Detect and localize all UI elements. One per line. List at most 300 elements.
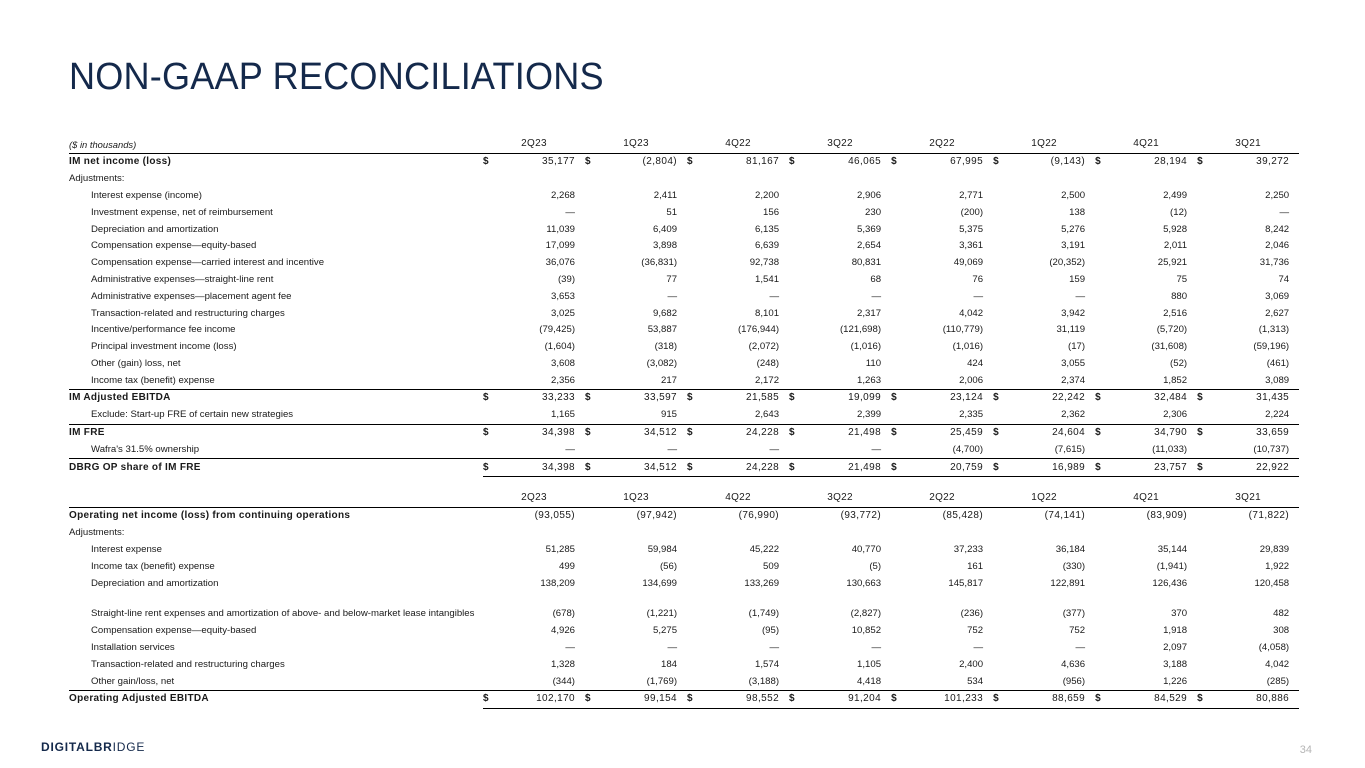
blank-cell <box>789 372 799 389</box>
value-cell: 134,699 <box>642 577 678 589</box>
blank-cell <box>789 271 799 288</box>
blank-cell <box>993 322 1003 339</box>
im-reconciliation-table <box>69 136 1299 477</box>
blank-cell <box>1095 255 1105 272</box>
blank-cell <box>789 288 799 305</box>
value-cell: 5,928 <box>1163 223 1188 235</box>
currency-symbol: $ <box>891 156 897 168</box>
value-cell: (10,737) <box>1253 443 1290 455</box>
value-cell: 156 <box>763 206 780 218</box>
blank-cell <box>585 507 595 524</box>
value-cell: (76,990) <box>738 510 780 522</box>
blank-cell <box>687 271 697 288</box>
value-cell: 880 <box>1171 290 1188 302</box>
value-cell: 161 <box>967 560 984 572</box>
currency-symbol: $ <box>993 459 1003 477</box>
blank-cell <box>687 656 697 673</box>
value-cell: 2,400 <box>959 658 984 670</box>
blank-cell <box>1095 187 1105 204</box>
currency-symbol: $ <box>1095 156 1101 168</box>
value-cell: (7,615) <box>1054 443 1086 455</box>
table-row <box>69 322 1299 339</box>
blank-cell <box>891 187 901 204</box>
blank-cell <box>789 204 799 221</box>
operating-reconciliation-table <box>69 490 1299 709</box>
value-cell: (2,827) <box>850 608 882 620</box>
value-cell: — <box>1075 290 1086 302</box>
period-header: 1Q23 <box>585 136 687 153</box>
blank-cell <box>483 656 493 673</box>
value-cell: 28,194 <box>1154 156 1188 168</box>
currency-symbol: $ <box>993 389 1003 406</box>
value-cell: 230 <box>865 206 882 218</box>
value-cell: 3,608 <box>551 357 576 369</box>
value-cell: 25,921 <box>1157 257 1188 269</box>
blank-cell <box>697 592 789 606</box>
value-cell: — <box>769 443 780 455</box>
row-label: Depreciation and amortization <box>91 223 219 235</box>
row-label: Interest expense <box>91 543 162 555</box>
value-cell: 17,099 <box>545 240 576 252</box>
blank-cell <box>687 372 697 389</box>
value-cell: 9,682 <box>653 307 678 319</box>
blank-cell <box>1197 271 1207 288</box>
value-cell: 2,356 <box>551 374 576 386</box>
value-cell: 5,369 <box>857 223 882 235</box>
blank-cell <box>993 305 1003 322</box>
blank-cell <box>585 204 595 221</box>
blank-cell <box>483 606 493 623</box>
blank-cell <box>891 288 901 305</box>
value-cell: (3,082) <box>646 357 678 369</box>
value-cell: 19,099 <box>799 389 891 406</box>
value-cell: 51,285 <box>545 543 576 555</box>
blank-cell <box>687 639 697 656</box>
fre-row <box>69 424 1299 441</box>
blank-cell <box>789 592 799 606</box>
value-cell: (4,700) <box>952 443 984 455</box>
blank-cell <box>789 171 799 188</box>
blank-cell <box>1003 592 1095 606</box>
blank-cell <box>799 525 891 542</box>
table-row <box>69 407 1299 424</box>
value-cell: 37,233 <box>953 543 984 555</box>
table-row <box>69 339 1299 356</box>
blank-cell <box>891 441 901 458</box>
value-cell: 102,170 <box>493 690 585 708</box>
value-cell: (59,196) <box>1253 341 1290 353</box>
blank-cell <box>1197 575 1207 592</box>
blank-cell <box>1095 355 1105 372</box>
blank-cell <box>1207 592 1299 606</box>
blank-cell <box>891 355 901 372</box>
blank-cell <box>585 639 595 656</box>
row-label: Incentive/performance fee income <box>91 324 236 336</box>
value-cell: (4,058) <box>1258 641 1290 653</box>
blank-cell <box>483 673 493 690</box>
value-cell: (36,831) <box>641 257 678 269</box>
currency-symbol: $ <box>1197 389 1207 406</box>
table-row <box>69 606 1299 623</box>
unit-label: ($ in thousands) <box>69 136 483 153</box>
value-cell: (11,033) <box>1152 443 1188 455</box>
blank-cell <box>993 441 1003 458</box>
value-cell: (17) <box>1068 341 1086 353</box>
blank-cell <box>483 639 493 656</box>
value-cell: (176,944) <box>737 324 780 336</box>
value-cell: 23,757 <box>1105 459 1197 477</box>
period-header: 1Q22 <box>993 490 1095 507</box>
blank-cell <box>687 171 697 188</box>
blank-cell <box>585 656 595 673</box>
blank-cell <box>1197 623 1207 640</box>
row-label: Installation services <box>91 641 175 653</box>
blank-cell <box>993 255 1003 272</box>
table-row <box>69 623 1299 640</box>
value-cell: 6,135 <box>755 223 780 235</box>
blank-cell <box>1095 221 1105 238</box>
blank-cell <box>1095 204 1105 221</box>
value-cell: 11,039 <box>546 223 576 235</box>
value-cell: 1,263 <box>857 374 882 386</box>
value-cell: 752 <box>1069 625 1086 637</box>
blank-cell <box>1095 673 1105 690</box>
currency-symbol: $ <box>993 690 1003 708</box>
blank-cell <box>483 221 493 238</box>
period-header: 1Q23 <box>585 490 687 507</box>
blank-cell <box>585 271 595 288</box>
value-cell: 4,926 <box>551 625 576 637</box>
currency-symbol: $ <box>585 690 595 708</box>
currency-symbol: $ <box>1197 459 1207 477</box>
period-header: 3Q21 <box>1197 490 1299 507</box>
value-cell: 98,552 <box>697 690 789 708</box>
blank-cell <box>493 592 585 606</box>
value-cell: 126,436 <box>1152 577 1188 589</box>
blank-cell <box>891 204 901 221</box>
value-cell: (1,221) <box>646 608 678 620</box>
blank-cell <box>1095 339 1105 356</box>
row-label: Administrative expenses—straight-line rent <box>91 273 274 285</box>
value-cell: 2,097 <box>1163 641 1188 653</box>
column-header-row <box>69 490 1299 507</box>
currency-symbol: $ <box>483 459 493 477</box>
value-cell: 33,659 <box>1207 424 1299 441</box>
blank-cell <box>585 322 595 339</box>
currency-symbol: $ <box>993 424 1003 441</box>
table-row <box>69 355 1299 372</box>
blank-cell <box>891 255 901 272</box>
blank-cell <box>891 372 901 389</box>
value-cell: 2,200 <box>755 189 780 201</box>
value-cell: (236) <box>960 608 984 620</box>
blank-cell <box>1197 673 1207 690</box>
table-row <box>69 238 1299 255</box>
blank-cell <box>891 606 901 623</box>
blank-cell <box>789 673 799 690</box>
page-number: 34 <box>1299 744 1312 756</box>
value-cell: (330) <box>1062 560 1086 572</box>
blank-cell <box>891 322 901 339</box>
value-cell: 22,922 <box>1207 459 1299 477</box>
value-cell: (83,909) <box>1146 510 1188 522</box>
row-label: Income tax (benefit) expense <box>91 374 215 386</box>
blank-cell <box>993 656 1003 673</box>
blank-cell <box>891 623 901 640</box>
value-cell: (1,016) <box>952 341 984 353</box>
value-cell: (95) <box>761 625 780 637</box>
blank-cell <box>585 558 595 575</box>
value-cell: 2,374 <box>1061 374 1086 386</box>
blank-cell <box>993 271 1003 288</box>
row-label: Compensation expense—equity-based <box>91 625 257 637</box>
value-cell: (5,720) <box>1156 324 1188 336</box>
blank-cell <box>1095 639 1105 656</box>
value-cell: — <box>1279 206 1290 218</box>
period-header: 2Q23 <box>483 136 585 153</box>
row-label: Straight-line rent expenses and amortization of above- and below-market lease intangibles <box>91 608 475 620</box>
row-label: Transaction-related and restructuring charges <box>91 658 285 670</box>
blank-cell <box>585 255 595 272</box>
blank-cell <box>789 238 799 255</box>
value-cell: (121,698) <box>839 324 882 336</box>
blank-cell <box>789 221 799 238</box>
table-row <box>69 441 1299 458</box>
blank-cell <box>891 592 901 606</box>
blank-cell <box>1197 372 1207 389</box>
value-cell: 2,362 <box>1061 409 1086 421</box>
blank-cell <box>483 204 493 221</box>
blank-cell <box>1197 507 1207 524</box>
blank-cell <box>483 322 493 339</box>
value-cell: (377) <box>1062 608 1086 620</box>
blank-cell <box>1003 171 1095 188</box>
blank-cell <box>687 204 697 221</box>
blank-cell <box>901 592 993 606</box>
period-header: 3Q22 <box>789 136 891 153</box>
value-cell: 145,817 <box>948 577 984 589</box>
column-header-row <box>69 136 1299 153</box>
blank-cell <box>585 623 595 640</box>
value-cell: 2,771 <box>959 189 984 201</box>
value-cell: — <box>973 641 984 653</box>
blank-cell <box>1197 171 1207 188</box>
value-cell: 34,512 <box>595 459 687 477</box>
blank-cell <box>993 355 1003 372</box>
value-cell: 40,770 <box>851 543 882 555</box>
blank-cell <box>483 592 493 606</box>
row-label: IM Adjusted EBITDA <box>69 389 483 406</box>
currency-symbol: $ <box>1197 424 1207 441</box>
value-cell: 2,250 <box>1265 189 1290 201</box>
currency-symbol: $ <box>891 424 901 441</box>
blank-cell <box>1197 288 1207 305</box>
blank-cell <box>993 204 1003 221</box>
value-cell: (1,749) <box>748 608 780 620</box>
blank-cell <box>483 339 493 356</box>
digitalbridge-logo: DIGITALBRIDGE <box>41 740 146 754</box>
adjustments-label-row <box>69 171 1299 188</box>
currency-symbol: $ <box>687 459 697 477</box>
value-cell: 5,375 <box>959 223 984 235</box>
blank-cell <box>483 372 493 389</box>
blank-cell <box>993 238 1003 255</box>
value-cell: 8,101 <box>755 307 780 319</box>
value-cell: — <box>769 641 780 653</box>
table-row <box>69 558 1299 575</box>
period-header: 4Q21 <box>1095 136 1197 153</box>
value-cell: 67,995 <box>950 156 984 168</box>
blank-cell <box>1095 525 1105 542</box>
blank-cell <box>891 507 901 524</box>
value-cell: 88,659 <box>1003 690 1095 708</box>
header-blank <box>69 490 483 507</box>
currency-symbol: $ <box>1095 690 1105 708</box>
blank-cell <box>891 407 901 424</box>
blank-cell <box>1105 171 1197 188</box>
blank-cell <box>891 238 901 255</box>
blank-cell <box>585 288 595 305</box>
period-header: 4Q22 <box>687 136 789 153</box>
blank-cell <box>1197 592 1207 606</box>
currency-symbol: $ <box>789 389 799 406</box>
value-cell: 59,984 <box>647 543 678 555</box>
value-cell: 3,191 <box>1061 240 1086 252</box>
value-cell: 31,119 <box>1056 324 1086 336</box>
value-cell: (461) <box>1266 357 1290 369</box>
value-cell: 21,498 <box>799 424 891 441</box>
value-cell: (1,769) <box>646 675 678 687</box>
value-cell: 34,512 <box>595 424 687 441</box>
blank-cell <box>1095 305 1105 322</box>
blank-cell <box>1095 322 1105 339</box>
value-cell: 84,529 <box>1105 690 1197 708</box>
value-cell: 31,435 <box>1207 389 1299 406</box>
row-label: Compensation expense—carried interest and incentive <box>91 257 325 269</box>
currency-symbol: $ <box>789 690 799 708</box>
blank-cell <box>891 541 901 558</box>
blank-cell <box>1197 541 1207 558</box>
value-cell: 2,224 <box>1265 409 1290 421</box>
blank-cell <box>1197 407 1207 424</box>
value-cell: 80,886 <box>1207 690 1299 708</box>
blank-cell <box>687 322 697 339</box>
blank-cell <box>585 187 595 204</box>
value-cell: 39,272 <box>1256 156 1290 168</box>
value-cell: 2,411 <box>653 189 678 201</box>
blank-cell <box>901 525 993 542</box>
adjustments-label-row <box>69 525 1299 542</box>
blank-cell <box>1197 606 1207 623</box>
blank-cell <box>687 255 697 272</box>
blank-cell <box>1095 407 1105 424</box>
value-cell: 3,055 <box>1061 357 1086 369</box>
table-row <box>69 204 1299 221</box>
blank-cell <box>585 221 595 238</box>
blank-cell <box>595 592 687 606</box>
blank-cell <box>585 355 595 372</box>
blank-cell <box>891 575 901 592</box>
row-label: Other (gain) loss, net <box>91 357 181 369</box>
table-row <box>69 288 1299 305</box>
value-cell: 2,654 <box>857 240 882 252</box>
value-cell: 3,942 <box>1061 307 1086 319</box>
blank-cell <box>789 507 799 524</box>
value-cell: 91,204 <box>799 690 891 708</box>
value-cell: (248) <box>756 357 780 369</box>
blank-cell <box>483 288 493 305</box>
value-cell: 75 <box>1176 273 1188 285</box>
blank-cell <box>993 592 1003 606</box>
blank-cell <box>1095 575 1105 592</box>
blank-cell <box>687 525 697 542</box>
value-cell: (97,942) <box>636 510 678 522</box>
value-cell: 3,188 <box>1163 658 1188 670</box>
row-label: Principal investment income (loss) <box>91 341 237 353</box>
currency-symbol: $ <box>483 424 493 441</box>
blank-cell <box>585 673 595 690</box>
value-cell: 74 <box>1278 273 1290 285</box>
period-header: 4Q22 <box>687 490 789 507</box>
currency-symbol: $ <box>483 156 489 168</box>
blank-cell <box>1207 171 1299 188</box>
blank-cell <box>483 187 493 204</box>
blank-cell <box>789 525 799 542</box>
blank-cell <box>483 623 493 640</box>
value-cell: 25,459 <box>901 424 993 441</box>
value-cell: 2,335 <box>959 409 984 421</box>
value-cell: 133,269 <box>744 577 780 589</box>
blank-cell <box>585 339 595 356</box>
table-row <box>69 271 1299 288</box>
blank-cell <box>789 407 799 424</box>
currency-symbol: $ <box>1095 389 1105 406</box>
value-cell: 3,025 <box>551 307 576 319</box>
period-header: 2Q22 <box>891 490 993 507</box>
value-cell: 2,500 <box>1061 189 1086 201</box>
value-cell: (2,804) <box>642 156 678 168</box>
blank-cell <box>789 322 799 339</box>
value-cell: (20,352) <box>1049 257 1086 269</box>
blank-cell <box>993 507 1003 524</box>
net-income-row <box>69 507 1299 524</box>
value-cell: 81,167 <box>746 156 780 168</box>
value-cell: (9,143) <box>1050 156 1086 168</box>
blank-cell <box>891 221 901 238</box>
value-cell: (2,072) <box>748 341 780 353</box>
row-label: IM FRE <box>69 424 483 441</box>
value-cell: 33,233 <box>493 389 585 406</box>
blank-cell <box>1197 204 1207 221</box>
blank-cell <box>687 288 697 305</box>
blank-cell <box>789 623 799 640</box>
blank-cell <box>687 407 697 424</box>
blank-cell <box>687 187 697 204</box>
blank-cell <box>1197 639 1207 656</box>
value-cell: 915 <box>661 409 678 421</box>
value-cell: 76 <box>972 273 984 285</box>
blank-cell <box>789 541 799 558</box>
row-label: Exclude: Start-up FRE of certain new strategies <box>91 409 294 421</box>
currency-symbol: $ <box>687 156 693 168</box>
value-cell: 217 <box>661 374 678 386</box>
blank-cell <box>483 575 493 592</box>
value-cell: 2,399 <box>857 409 882 421</box>
value-cell: 2,006 <box>959 374 984 386</box>
value-cell: 4,636 <box>1061 658 1086 670</box>
blank-cell <box>687 507 697 524</box>
row-label: DBRG OP share of IM FRE <box>69 459 483 477</box>
